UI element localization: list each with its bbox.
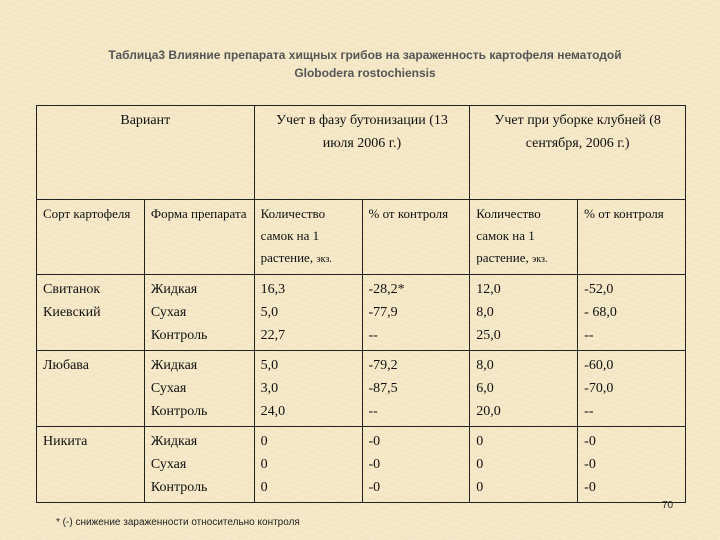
value-cell: 25,0 [476,328,501,343]
subheader-harv-count [470,200,578,275]
row-harv-count [470,427,578,503]
value-cell: 0 [476,434,484,449]
form-cell: Сухая [150,381,187,396]
form-cell: Сухая [150,305,187,320]
value-cell: -87,5 [368,381,398,396]
value-cell: 8,0 [476,305,494,320]
row-harv-pct [578,275,686,351]
value-cell: 3,0 [260,381,279,396]
row-bud-pct [362,427,470,503]
row-forms [144,427,254,503]
value-cell: 12,0 [476,282,501,297]
value-cell: 0 [476,457,484,472]
row-harv-pct [578,351,686,427]
row-harv-count [470,275,578,351]
row-forms [144,275,254,351]
form-cell: Жидкая [150,358,198,373]
value-cell: 0 [260,434,268,449]
value-cell: 22,7 [260,328,286,343]
subheader-count-text: Количество самок на 1 растение, [260,206,326,265]
form-cell: Жидкая [150,282,198,297]
form-cell: Контроль [150,328,208,343]
value-cell: -28,2* [368,282,405,297]
form-cell: Контроль [150,480,208,495]
value-cell: -0 [368,457,381,472]
row-bud-count [254,427,362,503]
row-bud-count [254,351,362,427]
form-cell: Жидкая [150,434,198,449]
value-cell: 24,0 [260,404,286,419]
row-bud-pct [362,275,470,351]
page-number: 70 [662,500,674,511]
value-cell: -77,9 [368,305,398,320]
header-variant: Вариант [37,106,255,200]
value-cell: -- [368,328,378,343]
table-row [37,351,686,427]
table-row [37,427,686,503]
value-cell: -- [584,404,594,419]
header-budding: Учет в фазу бутонизации (13 июля 2006 г.) [254,106,470,200]
row-harv-count [470,351,578,427]
subheader-count-text: Количество самок на 1 растение, [476,206,541,265]
subheader-bud-percent: % от контроля [362,200,470,275]
value-cell: -0 [584,480,596,495]
value-cell: 0 [260,457,268,472]
value-cell: 5,0 [260,305,279,320]
subheader-form: Форма препарата [144,200,254,275]
value-cell: -79,2 [368,358,398,373]
value-cell: 20,0 [476,404,501,419]
value-cell: -- [584,328,594,343]
row-forms [144,351,254,427]
subheader-count-unit: экз. [531,254,548,265]
subheader-count-unit: экз. [316,254,332,265]
footnote: * (-) снижение зараженности относительно контроля [56,517,300,528]
value-cell: -0 [584,457,596,472]
subheader-harv-percent: % от контроля [578,200,686,275]
value-cell: -0 [584,434,596,449]
subheader-sort: Сорт картофеля [37,200,145,275]
table-row [37,275,686,351]
value-cell: 16,3 [260,282,286,297]
value-cell: 0 [476,480,484,495]
value-cell: 5,0 [260,358,279,373]
row-sort: Никита [37,427,145,503]
nematode-table [36,105,686,503]
form-cell: Контроль [150,404,208,419]
header-row [37,106,686,200]
row-bud-pct [362,351,470,427]
subheader-bud-count [254,200,362,275]
table-title-line2: Globodera rostochiensis [294,66,436,80]
value-cell: -0 [368,434,381,449]
value-cell: -70,0 [584,381,614,396]
value-cell: 8,0 [476,358,494,373]
subheader-row [37,200,686,275]
table-title [20,46,710,82]
table-title-line1: Таблица3 Влияние препарата хищных грибов на зараженность картофеля нематодой [108,48,622,62]
value-cell: - 68,0 [584,305,617,320]
header-harvest: Учет при уборке клубней (8 сентября, 2006 г.) [470,106,686,200]
value-cell: -52,0 [584,282,614,297]
value-cell: -0 [368,480,381,495]
row-bud-count [254,275,362,351]
value-cell: 0 [260,480,268,495]
value-cell: 6,0 [476,381,494,396]
row-sort: Свитанок Киевский [37,275,145,351]
value-cell: -60,0 [584,358,614,373]
row-harv-pct [578,427,686,503]
form-cell: Сухая [150,457,187,472]
row-sort: Любава [37,351,145,427]
value-cell: -- [368,404,378,419]
